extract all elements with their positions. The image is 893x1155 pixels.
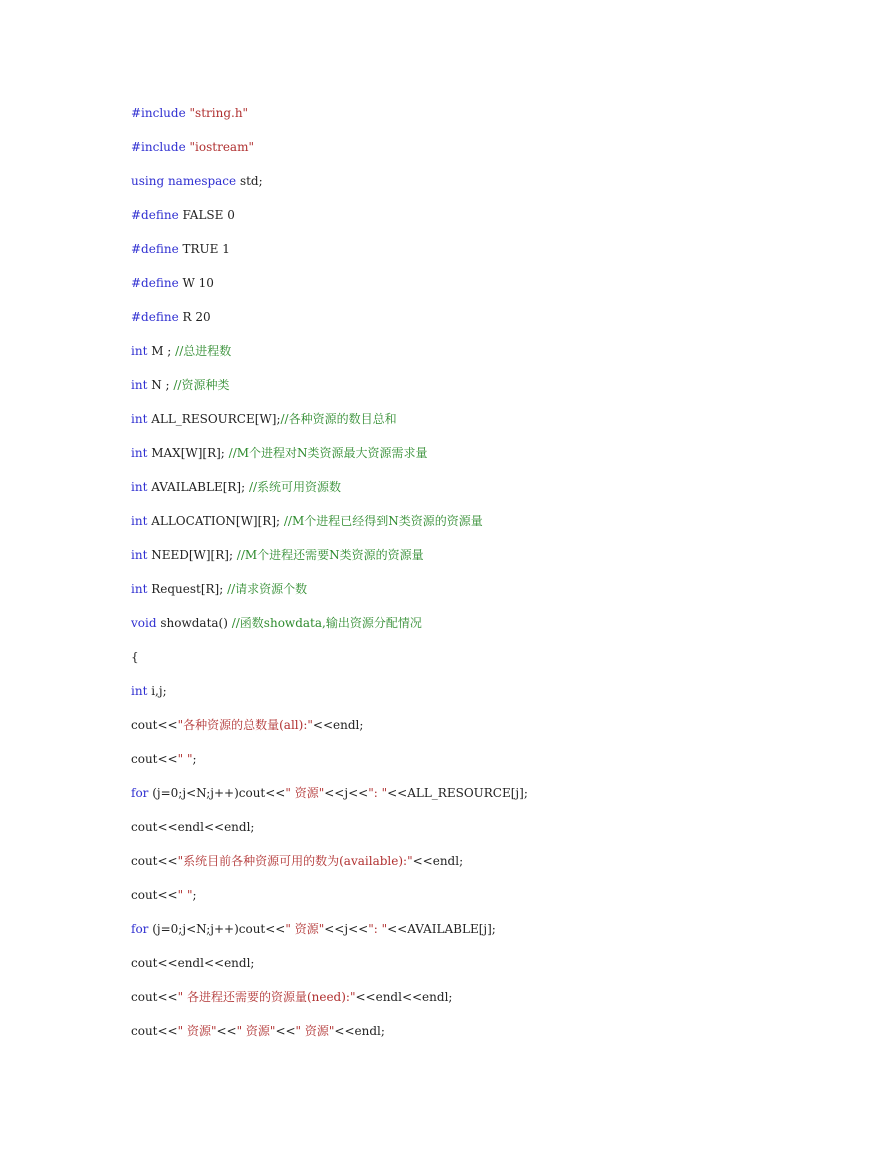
code-line — [131, 478, 831, 512]
code-token: <<j<< — [324, 922, 369, 936]
code-token: N ; — [151, 378, 174, 392]
comment-token: //请求资源个数 — [227, 582, 308, 596]
code-line — [131, 852, 831, 886]
string-token: " 资源" — [285, 786, 325, 800]
string-token: " 资源" — [236, 1024, 276, 1038]
keyword-token: #define — [131, 208, 183, 222]
code-line — [131, 206, 831, 240]
code-line — [131, 546, 831, 580]
keyword-token: int — [131, 548, 152, 562]
keyword-token: int — [131, 446, 152, 460]
keyword-token: using namespace — [131, 174, 240, 188]
code-line — [131, 376, 831, 410]
code-token: i,j; — [151, 684, 167, 698]
code-token: cout<<endl<<endl; — [131, 956, 255, 970]
keyword-token: #define — [131, 276, 183, 290]
string-token: " 资源" — [177, 1024, 217, 1038]
comment-token: //M个进程对N类资源最大资源需求量 — [228, 446, 428, 460]
code-line — [131, 784, 831, 818]
code-line — [131, 172, 831, 206]
keyword-token: #include — [131, 140, 190, 154]
code-token: <<ALL_RESOURCE[j]; — [387, 786, 528, 800]
string-token: "string.h" — [189, 106, 249, 120]
code-line — [131, 920, 831, 954]
string-token: " 各进程还需要的资源量(need):" — [177, 990, 356, 1004]
string-token: "各种资源的总数量(all):" — [177, 718, 313, 732]
code-token: FALSE 0 — [182, 208, 235, 222]
code-token: ALL_RESOURCE[W]; — [151, 412, 281, 426]
code-token: MAX[W][R]; — [151, 446, 229, 460]
code-token: { — [131, 650, 139, 664]
code-token: << — [216, 1024, 237, 1038]
code-token: (j=0;j<N;j++)cout<< — [152, 786, 286, 800]
keyword-token: int — [131, 412, 152, 426]
code-token: NEED[W][R]; — [151, 548, 237, 562]
code-token: AVAILABLE[R]; — [151, 480, 249, 494]
keyword-token: #define — [131, 242, 183, 256]
comment-token: //总进程数 — [175, 344, 232, 358]
code-token: cout<< — [131, 1024, 178, 1038]
code-token: Request[R]; — [151, 582, 228, 596]
code-token: << — [275, 1024, 296, 1038]
code-token: showdata() — [160, 616, 232, 630]
code-line — [131, 274, 831, 308]
code-token: W 10 — [182, 276, 214, 290]
code-token: ALLOCATION[W][R]; — [151, 514, 284, 528]
code-line — [131, 716, 831, 750]
code-line — [131, 410, 831, 444]
keyword-token: void — [131, 616, 161, 630]
code-token: <<endl; — [312, 718, 364, 732]
keyword-token: int — [131, 378, 152, 392]
keyword-token: int — [131, 582, 152, 596]
comment-token: //M个进程已经得到N类资源的资源量 — [283, 514, 483, 528]
code-token: ; — [192, 752, 197, 766]
code-token: TRUE 1 — [182, 242, 230, 256]
code-token: <<AVAILABLE[j]; — [387, 922, 496, 936]
comment-token: //M个进程还需要N类资源的资源量 — [236, 548, 424, 562]
code-line — [131, 614, 831, 648]
code-token: cout<< — [131, 718, 178, 732]
keyword-token: int — [131, 514, 152, 528]
code-line — [131, 104, 831, 138]
code-token: R 20 — [182, 310, 211, 324]
code-line — [131, 1022, 831, 1056]
code-token: cout<< — [131, 990, 178, 1004]
code-token: std; — [239, 174, 263, 188]
code-line — [131, 444, 831, 478]
keyword-token: #include — [131, 106, 190, 120]
keyword-token: int — [131, 344, 152, 358]
code-token: ; — [192, 888, 197, 902]
code-line — [131, 648, 831, 682]
string-token: " 资源" — [295, 1024, 335, 1038]
code-token: <<endl<<endl; — [355, 990, 453, 1004]
string-token: ": " — [368, 922, 388, 936]
code-line — [131, 512, 831, 546]
keyword-token: int — [131, 480, 152, 494]
code-token: cout<< — [131, 752, 178, 766]
code-line — [131, 954, 831, 988]
string-token: " " — [177, 888, 193, 902]
code-token: cout<< — [131, 854, 178, 868]
string-token: ": " — [368, 786, 388, 800]
keyword-token: #define — [131, 310, 183, 324]
code-line — [131, 308, 831, 342]
code-token: (j=0;j<N;j++)cout<< — [152, 922, 286, 936]
comment-token: //各种资源的数目总和 — [280, 412, 397, 426]
code-line — [131, 682, 831, 716]
code-line — [131, 138, 831, 172]
string-token: "系统目前各种资源可用的数为(available):" — [177, 854, 413, 868]
code-token: M ; — [151, 344, 176, 358]
string-token: "iostream" — [189, 140, 254, 154]
keyword-token: int — [131, 684, 152, 698]
code-token: cout<< — [131, 888, 178, 902]
comment-token: //系统可用资源数 — [248, 480, 342, 494]
code-line — [131, 886, 831, 920]
code-line — [131, 580, 831, 614]
code-token: <<j<< — [324, 786, 369, 800]
code-token: cout<<endl<<endl; — [131, 820, 255, 834]
code-line — [131, 240, 831, 274]
code-line — [131, 750, 831, 784]
string-token: " " — [177, 752, 193, 766]
comment-token: //资源种类 — [173, 378, 230, 392]
code-token: <<endl; — [412, 854, 464, 868]
code-line — [131, 818, 831, 852]
keyword-token: for — [131, 786, 153, 800]
code-line — [131, 342, 831, 376]
code-token: <<endl; — [334, 1024, 385, 1038]
keyword-token: for — [131, 922, 153, 936]
code-line — [131, 988, 831, 1022]
code-listing — [131, 104, 831, 1056]
string-token: " 资源" — [285, 922, 325, 936]
comment-token: //函数showdata,输出资源分配情况 — [231, 616, 422, 630]
